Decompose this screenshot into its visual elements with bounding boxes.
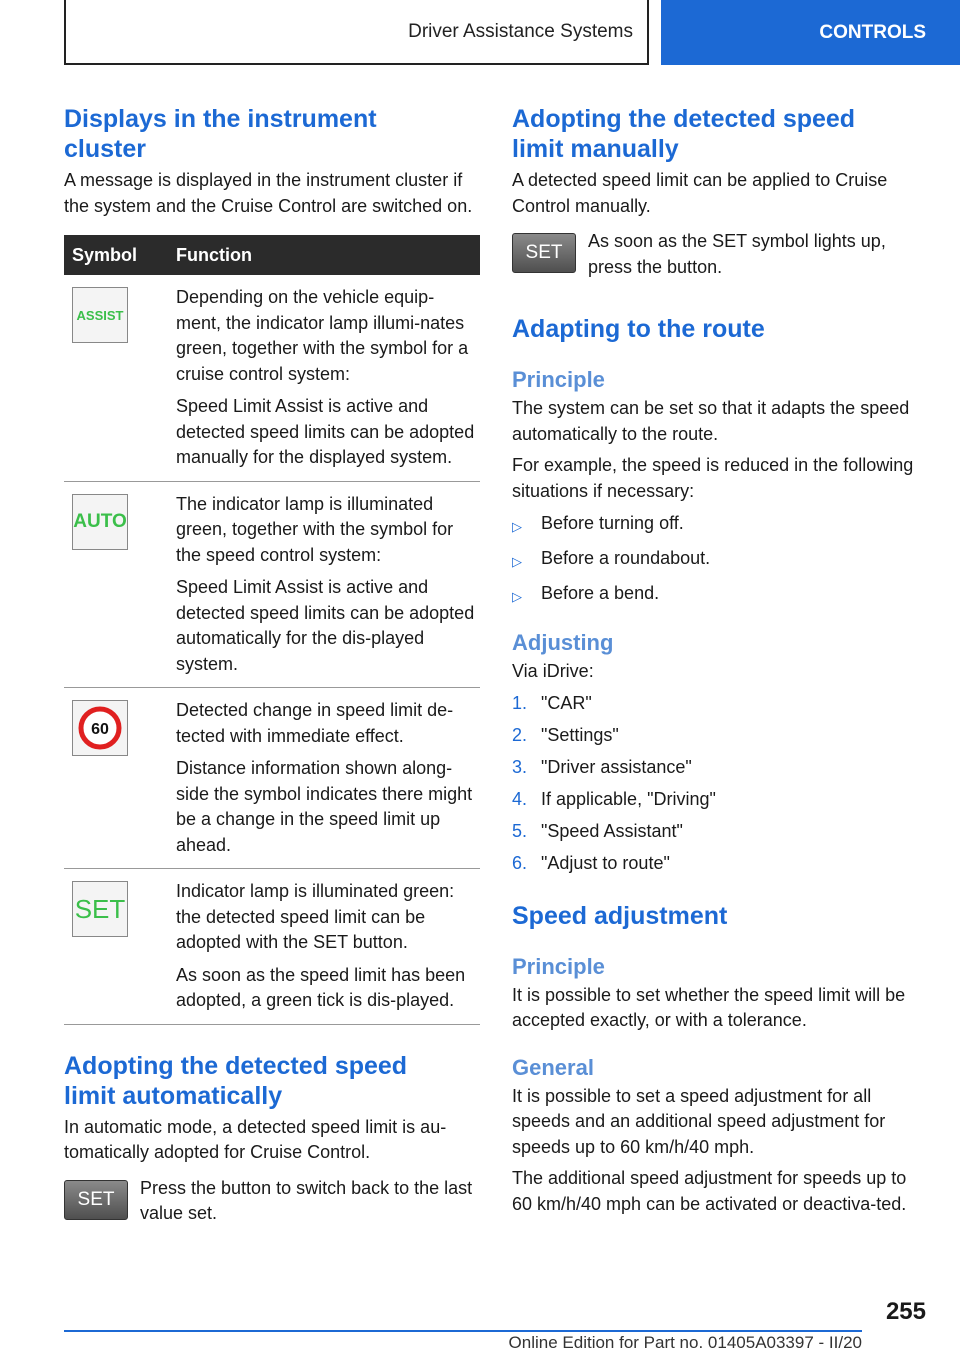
triangle-bullet-icon: ▷ bbox=[512, 553, 522, 569]
displays-heading-line2: cluster bbox=[64, 135, 146, 163]
table-row bbox=[64, 688, 480, 869]
row-text: Indicator lamp is illuminated green: the detected speed limit can be adopted with the SET button. bbox=[176, 881, 455, 952]
step-number: 4. bbox=[512, 789, 528, 809]
step-text: "Adjust to route" bbox=[541, 853, 670, 873]
col-symbol-header: Symbol bbox=[64, 235, 168, 275]
row-text: Depending on the vehicle equip-ment, the indicator lamp illumi-nates green, together with the symbol for a cruise control system: bbox=[176, 287, 469, 384]
step-text: If applicable, "Driving" bbox=[541, 789, 716, 809]
list-item bbox=[512, 691, 926, 717]
set-button-icon bbox=[512, 233, 576, 273]
manual-adopt-heading-line2: limit manually bbox=[512, 135, 679, 163]
triangle-bullet-icon: ▷ bbox=[512, 518, 522, 534]
row-text: The indicator lamp is illuminated green, together with the symbol for the speed control system: bbox=[176, 493, 454, 565]
manual-set-button-row bbox=[512, 233, 926, 280]
right-column bbox=[512, 104, 926, 1217]
footer-divider bbox=[64, 1330, 862, 1332]
list-item bbox=[512, 755, 926, 781]
general-heading: General bbox=[512, 1054, 594, 1080]
list-item: ▷ Before a roundabout. bbox=[512, 546, 926, 575]
row-text: Distance information shown along-side the symbol indicates there might be a change in the speed limit up ahead. bbox=[176, 758, 473, 855]
step-number: 1. bbox=[512, 693, 528, 713]
list-item bbox=[512, 851, 926, 877]
speed-principle-heading: Principle bbox=[512, 953, 605, 979]
manual-adopt-heading bbox=[512, 104, 926, 164]
route-heading: Adapting to the route bbox=[512, 315, 765, 343]
header-chapter-tab bbox=[661, 0, 960, 65]
symbol-table bbox=[64, 235, 480, 1025]
footer-edition: Online Edition for Part no. 01405A03397 - II/20 bbox=[508, 1333, 862, 1352]
list-item: ▷ Before a bend. bbox=[512, 581, 926, 610]
list-item bbox=[512, 819, 926, 845]
row-text: As soon as the speed limit has been adopted, a green tick is dis-played. bbox=[176, 964, 466, 1010]
set-button-icon bbox=[64, 1180, 128, 1220]
header-chapter-title: CONTROLS bbox=[819, 21, 926, 43]
speed-adjustment-heading: Speed adjustment bbox=[512, 901, 728, 930]
route-situation-list bbox=[512, 511, 926, 610]
table-row bbox=[64, 275, 480, 481]
row-text: Detected change in speed limit de-tected with immediate effect. bbox=[176, 700, 454, 746]
manual-set-button-text: As soon as the SET symbol lights up, press the button. bbox=[588, 231, 886, 277]
manual-adopt-text: A detected speed limit can be applied to Cruise Control manually. bbox=[512, 170, 888, 216]
step-number: 3. bbox=[512, 757, 528, 777]
assist-indicator-label: ASSIST bbox=[76, 307, 124, 323]
row-text: Speed Limit Assist is active and detected speed limits can be adopted automatically for the dis-played system. bbox=[176, 577, 475, 674]
header-section-tab bbox=[64, 0, 649, 65]
triangle-bullet-icon: ▷ bbox=[512, 588, 522, 604]
displays-heading bbox=[64, 104, 480, 164]
step-text: "CAR" bbox=[541, 693, 592, 713]
col-function-header: Function bbox=[168, 235, 480, 275]
displays-heading-line1: Displays in the instrument bbox=[64, 105, 377, 133]
general-text-2: The additional speed adjustment for speeds up to 60 km/h/40 mph can be activated or deactiva-ted. bbox=[512, 1168, 907, 1214]
displays-intro: A message is displayed in the instrument cluster if the system and the Cruise Control are switched on. bbox=[64, 170, 473, 216]
auto-set-button-text: Press the button to switch back to the last value set. bbox=[140, 1177, 473, 1223]
list-item bbox=[512, 787, 926, 813]
assist-indicator-icon bbox=[72, 287, 128, 343]
page-number: 255 bbox=[885, 1298, 926, 1325]
adjusting-steps bbox=[512, 691, 926, 877]
auto-adopt-heading-line1: Adopting the detected speed bbox=[64, 1051, 408, 1080]
set-indicator-icon bbox=[72, 881, 128, 937]
auto-adopt-heading-line2: limit automatically bbox=[64, 1081, 283, 1110]
auto-indicator-label: AUTO bbox=[73, 510, 127, 532]
step-text: "Settings" bbox=[541, 725, 619, 745]
step-number: 6. bbox=[512, 853, 528, 873]
speed-principle-text: It is possible to set whether the speed limit will be accepted exactly, or with a tolerance. bbox=[512, 984, 906, 1030]
route-example-text: For example, the speed is reduced in the following situations if necessary: bbox=[512, 455, 914, 501]
adjusting-heading: Adjusting bbox=[512, 630, 614, 655]
list-item bbox=[512, 723, 926, 749]
step-text: "Speed Assistant" bbox=[541, 821, 683, 841]
header-section-title: Driver Assistance Systems bbox=[408, 20, 633, 42]
left-column bbox=[64, 104, 480, 1227]
speed-limit-value: 60 bbox=[91, 721, 109, 738]
set-button-label: SET bbox=[77, 1188, 115, 1210]
row-text: Speed Limit Assist is active and detected speed limits can be adopted manually for the displayed system. bbox=[176, 396, 475, 467]
route-principle-text: The system can be set so that it adapts the speed automatically to the route. bbox=[512, 398, 910, 444]
table-row bbox=[64, 869, 480, 1025]
route-principle-heading: Principle bbox=[512, 367, 605, 392]
set-button-label: SET bbox=[525, 242, 563, 263]
general-text-1: It is possible to set a speed adjustment for all speeds and an additional speed adjustment for speeds up to 60 km/h/40 mph. bbox=[512, 1085, 886, 1157]
speed-limit-sign-icon bbox=[72, 700, 128, 756]
list-item: ▷ Before turning off. bbox=[512, 511, 926, 540]
table-row bbox=[64, 481, 480, 688]
set-indicator-label: SET bbox=[74, 893, 126, 924]
auto-set-button-row bbox=[64, 1177, 480, 1227]
symbol-table-header bbox=[64, 235, 480, 275]
via-idrive-text: Via iDrive: bbox=[512, 661, 594, 681]
auto-adopt-heading bbox=[64, 1051, 480, 1111]
manual-adopt-heading-line1: Adopting the detected speed bbox=[512, 105, 856, 133]
step-text: "Driver assistance" bbox=[541, 757, 692, 777]
step-number: 5. bbox=[512, 821, 528, 841]
auto-indicator-icon bbox=[72, 494, 128, 550]
step-number: 2. bbox=[512, 725, 528, 745]
auto-adopt-text: In automatic mode, a detected speed limit is au-tomatically adopted for Cruise Control. bbox=[64, 1116, 447, 1162]
